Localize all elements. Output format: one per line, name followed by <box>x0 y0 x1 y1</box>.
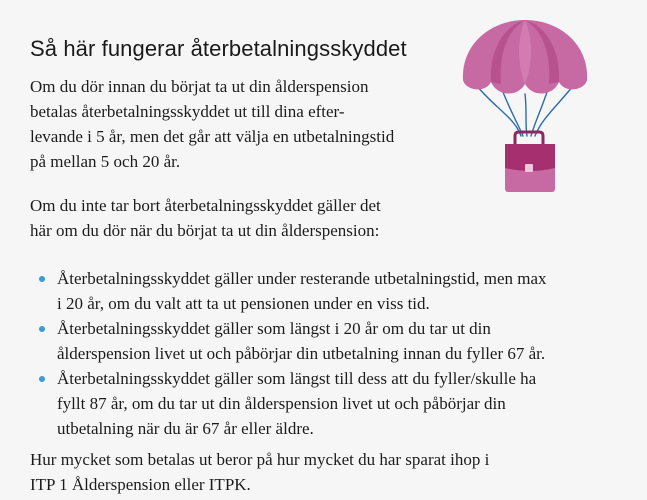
parachute-briefcase-icon <box>455 18 595 196</box>
list-item-line: fyllt 87 år, om du tar ut din ålderspension livet ut och påbörjar din <box>57 394 506 413</box>
paragraph-line: betalas återbetalningsskyddet ut till dina efter- <box>30 102 345 121</box>
paragraph-line: på mellan 5 och 20 år. <box>30 152 181 171</box>
list-item-line: i 20 år, om du valt att ta ut pensionen under en viss tid. <box>57 294 430 313</box>
page-heading: Så här fungerar återbetalningsskyddet <box>30 36 407 61</box>
paragraph-line: levande i 5 år, men det går att välja en utbetalningstid <box>30 127 395 146</box>
list-item <box>30 366 620 441</box>
paragraph-intro <box>30 74 430 174</box>
paragraph-line: Om du inte tar bort återbetalningsskyddet gäller det <box>30 196 381 215</box>
paragraph-line: Om du dör innan du börjat ta ut din ålderspension <box>30 77 369 96</box>
paragraph-conditions <box>30 193 430 243</box>
list-item <box>30 316 620 366</box>
paragraph-line: här om du dör när du börjat ta ut din ålderspension: <box>30 221 380 240</box>
paragraph-amount <box>30 447 590 497</box>
list-item-line: Återbetalningsskyddet gäller som längst i 20 år om du tar ut din <box>57 319 491 338</box>
paragraph-line: Hur mycket som betalas ut beror på hur mycket du har sparat ihop i <box>30 450 490 469</box>
list-item <box>30 266 620 316</box>
list-item-line: ålderspension livet ut och påbörjar din utbetalning innan du fyller 67 år. <box>57 344 546 363</box>
list-item-line: utbetalning när du är 67 år eller äldre. <box>57 419 314 438</box>
paragraph-line: ITP 1 Ålderspension eller ITPK. <box>30 475 251 494</box>
list-item-line: Återbetalningsskyddet gäller under resterande utbetalningstid, men max <box>57 269 547 288</box>
list-item-line: Återbetalningsskyddet gäller som längst till dess att du fyller/skulle ha <box>57 369 537 388</box>
conditions-list <box>30 266 620 441</box>
